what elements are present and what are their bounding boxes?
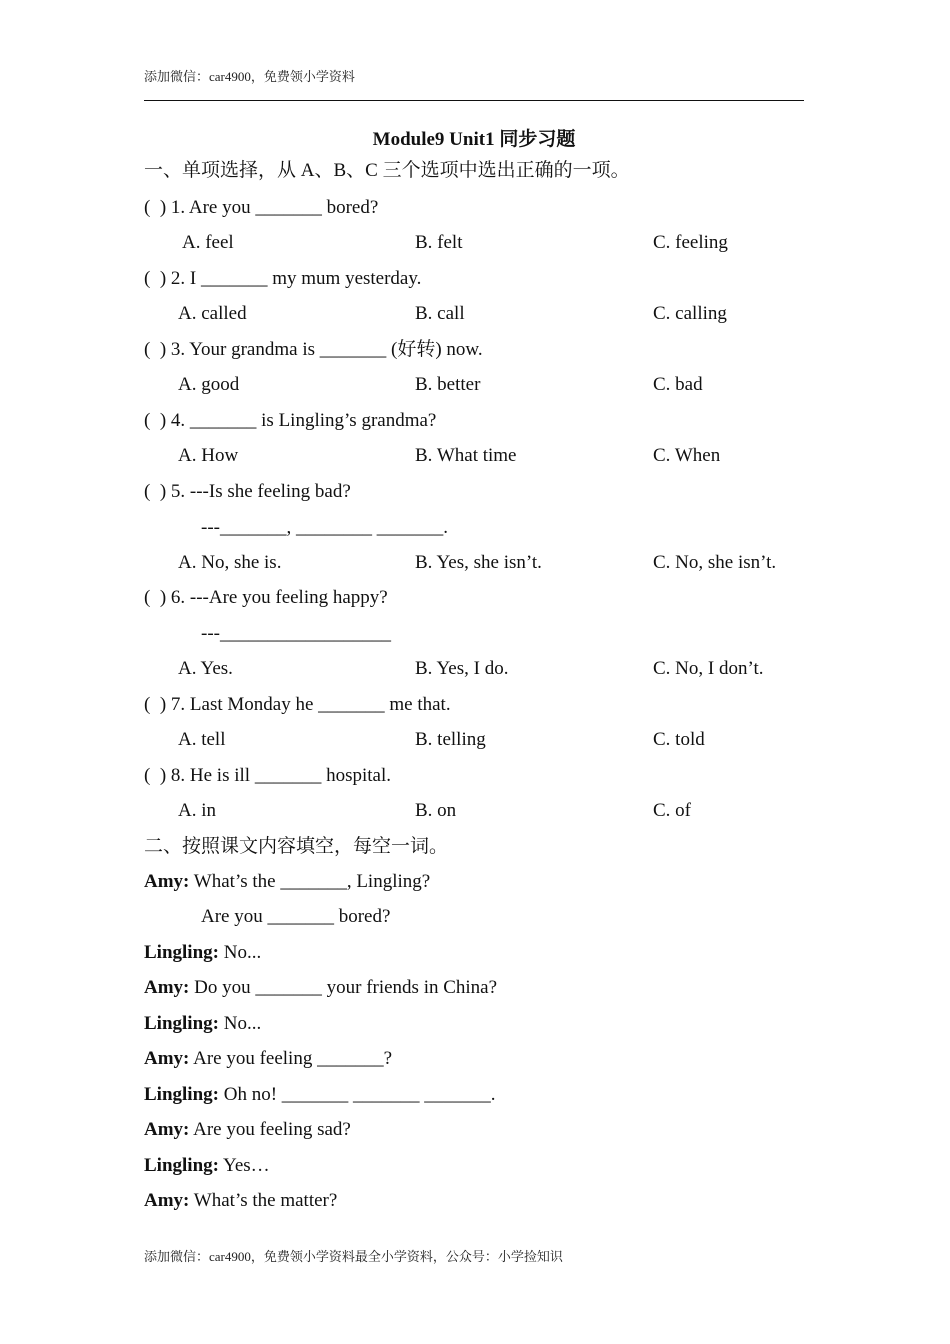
dialogue-speaker: Amy: [144, 977, 190, 998]
dialogue-text: Are you feeling sad? [189, 1119, 351, 1140]
question-2-option-b: B. call [415, 303, 465, 324]
question-2-option-a: A. called [178, 303, 247, 324]
dialogue-text: No... [218, 942, 262, 963]
question-6-stem: ( ) 6. ---Are you feeling happy? [144, 587, 388, 608]
dialogue-speaker: Amy: [144, 1048, 190, 1069]
question-7-stem: ( ) 7. Last Monday he _______ me that. [144, 694, 451, 715]
dialogue-line [144, 1011, 261, 1037]
question-3-option-b: B. better [415, 374, 481, 395]
dialogue-line [144, 1082, 496, 1108]
question-8-stem: ( ) 8. He is ill _______ hospital. [144, 765, 391, 786]
dialogue-text: Are you feeling _______? [189, 1048, 393, 1069]
dialogue-text: Do you _______ your friends in China? [189, 977, 498, 998]
dialogue-line [201, 904, 390, 930]
question-4-option-b: B. What time [415, 445, 517, 466]
dialogue-speaker: Lingling: [144, 1155, 219, 1176]
dialogue-text: No... [218, 1013, 262, 1034]
question-5-option-b: B. Yes, she isn’t. [415, 552, 542, 573]
dialogue-line [144, 1117, 351, 1143]
question-3-option-a: A. good [178, 374, 240, 395]
dialogue-line [144, 1153, 270, 1179]
dialogue-text: What’s the _______, Lingling? [189, 871, 431, 892]
dialogue-speaker: Amy: [144, 1119, 190, 1140]
question-1-option-a: A. feel [182, 232, 234, 253]
dialogue-line [144, 869, 430, 895]
dialogue-line [144, 940, 261, 966]
question-6-option-b: B. Yes, I do. [415, 658, 509, 679]
question-6-option-a: A. Yes. [178, 658, 233, 679]
dialogue-line [144, 1046, 392, 1072]
dialogue-line [144, 975, 497, 1001]
question-7-option-a: A. tell [178, 729, 226, 750]
question-2-option-c: C. calling [653, 303, 727, 324]
question-2-stem: ( ) 2. I _______ my mum yesterday. [144, 268, 422, 289]
question-7-option-c: C. told [653, 729, 705, 750]
section1-heading: 一、单项选择，从 A、B、C 三个选项中选出正确的一项。 [144, 160, 630, 181]
dialogue-speaker: Lingling: [144, 942, 219, 963]
dialogue-text: Yes… [218, 1155, 270, 1176]
question-6-option-c: C. No, I don’t. [653, 658, 764, 679]
question-1-option-b: B. felt [415, 232, 463, 253]
question-5-answer-line: ---_______, ________ _______. [201, 517, 448, 538]
question-4-option-c: C. When [653, 445, 721, 466]
question-4-option-a: A. How [178, 445, 239, 466]
page-title: Module9 Unit1 同步习题 [372, 129, 576, 150]
dialogue-line [144, 1188, 337, 1214]
dialogue-text: Oh no! _______ _______ _______. [218, 1084, 496, 1105]
question-1-stem: ( ) 1. Are you _______ bored? [144, 197, 379, 218]
question-8-option-c: C. of [653, 800, 691, 821]
question-5-stem: ( ) 5. ---Is she feeling bad? [144, 481, 351, 502]
dialogue-speaker: Lingling: [144, 1013, 219, 1034]
section2-heading: 二、按照课文内容填空，每空一词。 [144, 836, 449, 857]
page-header: 添加微信：car4900，免费领小学资料 [144, 69, 355, 84]
question-3-stem: ( ) 3. Your grandma is _______ (好转) now. [144, 339, 483, 360]
question-3-option-c: C. bad [653, 374, 703, 395]
dialogue-text: What’s the matter? [189, 1190, 338, 1211]
question-8-option-b: B. on [415, 800, 457, 821]
question-6-answer-line: ---__________________ [201, 623, 391, 644]
question-7-option-b: B. telling [415, 729, 486, 750]
question-4-stem: ( ) 4. _______ is Lingling’s grandma? [144, 410, 437, 431]
dialogue-text: Are you _______ bored? [201, 906, 391, 927]
page-footer: 添加微信：car4900，免费领小学资料最全小学资料，公众号：小学捡知识 [144, 1249, 563, 1264]
question-8-option-a: A. in [178, 800, 216, 821]
dialogue-speaker: Lingling: [144, 1084, 219, 1105]
dialogue-speaker: Amy: [144, 871, 190, 892]
question-5-option-c: C. No, she isn’t. [653, 552, 777, 573]
question-5-option-a: A. No, she is. [178, 552, 282, 573]
header-divider [144, 100, 804, 101]
question-1-option-c: C. feeling [653, 232, 728, 253]
dialogue-speaker: Amy: [144, 1190, 190, 1211]
